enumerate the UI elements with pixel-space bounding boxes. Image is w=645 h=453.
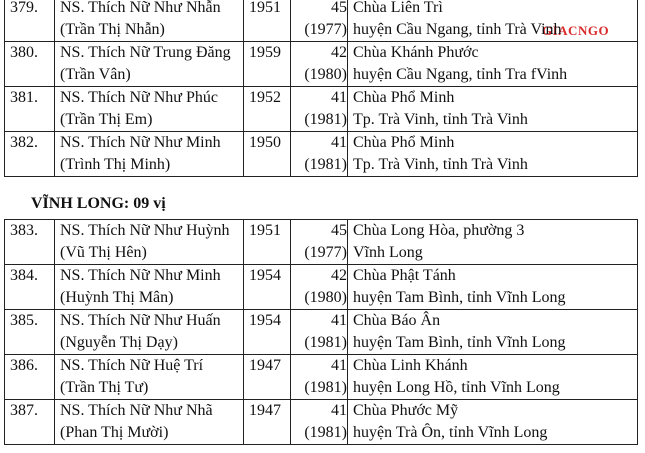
pagoda-address: huyện Long Hồ, tỉnh Vĩnh Long xyxy=(353,379,560,396)
ordination-age: 41 xyxy=(331,89,347,106)
ordination-cell xyxy=(291,310,348,355)
ordination-age: 41 xyxy=(331,357,347,374)
pagoda-cell xyxy=(348,42,638,87)
ordination-cell xyxy=(291,42,348,87)
pagoda-name: Chùa Phổ Minh xyxy=(353,134,455,151)
birth-year: 1954 xyxy=(244,265,291,310)
pagoda-address: huyện Tam Bình, tỉnh Vĩnh Long xyxy=(353,289,566,306)
section-title: VĨNH LONG: 09 vị xyxy=(31,195,166,212)
name-cell xyxy=(55,310,244,355)
lay-name: (Vũ Thị Hên) xyxy=(60,244,147,261)
row-number: 385. xyxy=(5,310,55,355)
pagoda-address: Tp. Trà Vinh, tỉnh Trà Vinh xyxy=(353,156,528,173)
table-row xyxy=(5,355,638,400)
ordination-age: 42 xyxy=(331,267,347,284)
row-number: 383. xyxy=(5,220,55,265)
religious-name: NS. Thích Nữ Như Nhẫn xyxy=(60,0,221,16)
pagoda-cell xyxy=(348,310,638,355)
ordination-year: (1981) xyxy=(304,156,347,173)
ordination-age: 45 xyxy=(331,222,347,239)
watermark-logo: GIACNGO xyxy=(542,23,610,38)
ordination-year: (1981) xyxy=(304,111,347,128)
birth-year: 1951 xyxy=(244,0,291,42)
pagoda-address: huyện Cầu Ngang, tỉnh Trà Vinh xyxy=(353,21,562,38)
pagoda-address: huyện Trà Ôn, tỉnh Vĩnh Long xyxy=(353,424,548,441)
pagoda-name: Chùa Khánh Phước xyxy=(353,44,479,61)
religious-name: NS. Thích Nữ Như Minh xyxy=(60,134,221,151)
row-number: 386. xyxy=(5,355,55,400)
ordination-age: 42 xyxy=(331,44,347,61)
lay-name: (Trần Thị Nhẫn) xyxy=(60,21,165,38)
ordination-cell xyxy=(291,0,348,42)
birth-year: 1950 xyxy=(244,132,291,177)
ordination-age: 45 xyxy=(331,0,347,16)
table-row xyxy=(5,132,638,177)
lay-name: (Nguyễn Thị Dạy) xyxy=(60,334,178,351)
ordination-cell xyxy=(291,400,348,445)
roster-table-tra-vinh xyxy=(4,0,638,177)
birth-year: 1952 xyxy=(244,87,291,132)
pagoda-name: Chùa Liên Trì xyxy=(353,0,443,16)
birth-year: 1947 xyxy=(244,355,291,400)
row-number: 380. xyxy=(5,42,55,87)
pagoda-name: Chùa Linh Khánh xyxy=(353,357,468,374)
religious-name: NS. Thích Nữ Như Nhã xyxy=(60,402,213,419)
pagoda-cell xyxy=(348,265,638,310)
ordination-cell xyxy=(291,355,348,400)
pagoda-name: Chùa Báo Ân xyxy=(353,312,441,329)
religious-name: NS. Thích Nữ Như Minh xyxy=(60,267,221,284)
name-cell xyxy=(55,265,244,310)
ordination-year: (1981) xyxy=(304,379,347,396)
table-row xyxy=(5,400,638,445)
religious-name: NS. Thích Nữ Như Phúc xyxy=(60,89,218,106)
pagoda-cell xyxy=(348,0,638,42)
table-row xyxy=(5,87,638,132)
table-row xyxy=(5,0,638,42)
lay-name: (Trình Thị Minh) xyxy=(60,156,171,173)
name-cell xyxy=(55,220,244,265)
birth-year: 1947 xyxy=(244,400,291,445)
lay-name: (Trần Thị Tư) xyxy=(60,379,149,396)
name-cell xyxy=(55,87,244,132)
ordination-cell xyxy=(291,87,348,132)
pagoda-cell xyxy=(348,87,638,132)
pagoda-name: Chùa Phổ Minh xyxy=(353,89,455,106)
religious-name: NS. Thích Nữ Như Huấn xyxy=(60,312,221,329)
ordination-age: 41 xyxy=(331,312,347,329)
birth-year: 1951 xyxy=(244,220,291,265)
roster-table-vinh-long xyxy=(4,219,638,445)
name-cell xyxy=(55,132,244,177)
name-cell xyxy=(55,0,244,42)
row-number: 379. xyxy=(5,0,55,42)
ordination-cell xyxy=(291,220,348,265)
ordination-year: (1981) xyxy=(304,424,347,441)
religious-name: NS. Thích Nữ Huệ Trí xyxy=(60,357,204,374)
row-number: 381. xyxy=(5,87,55,132)
name-cell xyxy=(55,42,244,87)
table-row xyxy=(5,220,638,265)
lay-name: (Trần Vân) xyxy=(60,66,131,83)
pagoda-cell xyxy=(348,400,638,445)
pagoda-cell xyxy=(348,132,638,177)
ordination-year: (1977) xyxy=(304,21,347,38)
pagoda-cell xyxy=(348,220,638,265)
table-row xyxy=(5,310,638,355)
ordination-year: (1980) xyxy=(304,289,347,306)
row-number: 387. xyxy=(5,400,55,445)
name-cell xyxy=(55,355,244,400)
ordination-age: 41 xyxy=(331,402,347,419)
ordination-year: (1980) xyxy=(304,66,347,83)
row-number: 382. xyxy=(5,132,55,177)
pagoda-address: huyện Tam Bình, tỉnh Vĩnh Long xyxy=(353,334,566,351)
birth-year: 1954 xyxy=(244,310,291,355)
pagoda-name: Chùa Long Hòa, phường 3 xyxy=(353,222,525,239)
lay-name: (Huỳnh Thị Mân) xyxy=(60,289,174,306)
religious-name: NS. Thích Nữ Trung Đăng xyxy=(60,44,231,61)
pagoda-name: Chùa Phật Tánh xyxy=(353,267,456,284)
ordination-age: 41 xyxy=(331,134,347,151)
ordination-cell xyxy=(291,265,348,310)
lay-name: (Phan Thị Mười) xyxy=(60,424,169,441)
birth-year: 1959 xyxy=(244,42,291,87)
ordination-cell xyxy=(291,132,348,177)
table-row xyxy=(5,265,638,310)
pagoda-name: Chùa Phước Mỹ xyxy=(353,402,459,419)
lay-name: (Trần Thị Em) xyxy=(60,111,153,128)
name-cell xyxy=(55,400,244,445)
ordination-year: (1977) xyxy=(304,244,347,261)
ordination-year: (1981) xyxy=(304,334,347,351)
table-row xyxy=(5,42,638,87)
pagoda-address: huyện Cầu Ngang, tỉnh Tra fVinh xyxy=(353,66,568,83)
pagoda-cell xyxy=(348,355,638,400)
pagoda-address: Vĩnh Long xyxy=(353,244,423,261)
religious-name: NS. Thích Nữ Như Huỳnh xyxy=(60,222,230,239)
row-number: 384. xyxy=(5,265,55,310)
pagoda-address: Tp. Trà Vinh, tỉnh Trà Vinh xyxy=(353,111,528,128)
